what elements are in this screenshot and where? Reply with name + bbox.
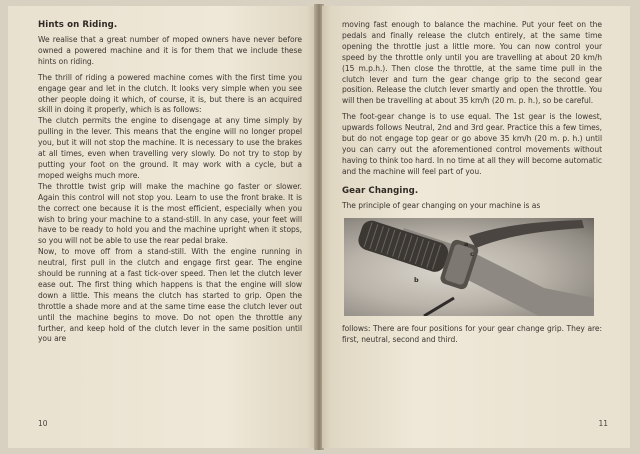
page-number-left: 10 [38, 419, 48, 428]
paragraph-2: The thrill of riding a powered machine comes with the first time you engage gear and let in the clutch. It looks very simple when you see other people doing it which, of course, it is, but there is an acquired skill in doing it properly, which is as follows: [38, 72, 302, 115]
left-page [8, 6, 316, 448]
gear-changing-intro: The principle of gear changing on your machine is as [342, 200, 541, 210]
paragraph-continued: moving fast enough to balance the machine. Put your feet on the pedals and finally release the clutch entirely, at the same time opening the throttle just a little more. You can now control your speed by the throttle only until you are travelling at about 20 km/h (15 m.p.h.). Then close the throttle, at the same time pull in the clutch lever and turn the gear change grip to the second gear position. Release the clutch lever smartly and open the throttle. You will then be travelling at about 35 km/h (20 m. p. h.), so be careful. [342, 20, 602, 106]
page-number-right: 11 [598, 419, 608, 428]
label-c: c [470, 249, 474, 258]
heading-gear-changing: Gear Changing. [342, 185, 419, 196]
right-page [322, 6, 630, 448]
paragraph-4: The throttle twist grip will make the machine go faster or slower. Again this control will not stop you. Learn to use the front brake. It is the correct one because it is the most efficient, especially when you wish to bring your machine to a stand-still. In any case, your feet will have to be ready to hold you and the machine upright when it stops, so you will not be able to use the rear pedal brake. [38, 181, 302, 246]
label-a: a [464, 239, 469, 248]
label-b: b [414, 275, 419, 284]
paragraph-3: The clutch permits the engine to disengage at any time simply by pulling in the lever. This means that the engine will no longer propel you, but it will not stop the machine. It is necessary to use the brakes at all times, even when travelling very slowly. Do not try to stop by putting your foot on the ground. It may work with a cycle, but a moped weighs much more. [38, 116, 302, 180]
paragraph-5: Now, to move off from a stand-still. With the engine running in neutral, first pull in the clutch and engage first gear. The engine should be running at a fast tick-over speed. Then let the clutch lever ease out. The first thing which happens is that the engine will slow down a little. This means the clutch has started to grip. Open the throttle a shade more and at the same time ease the clutch lever out until the machine begins to move. Do not open the throttle any further, and keep hold of the clutch lever in the same position until you are [38, 247, 302, 344]
paragraph-foot-gear: The foot-gear change is to use equal. The 1st gear is the lowest, upwards follows Neutral, 2nd and 3rd gear. Practice this a few times, but do not engage top gear or go above 35 km/h (20 m. p. h.) until you can carry out the aforementioned control movements without having to think too hard. In no time at all they will become automatic and the machine will feel part of you. [342, 112, 602, 176]
paragraph-1: We realise that a great number of moped owners have never before owned a powered machine and it is for them that we include these hints on riding. [38, 35, 302, 66]
handlebar-grip-illustration [344, 218, 594, 316]
heading-hints-on-riding: Hints on Riding. [38, 20, 118, 30]
gear-grip-photo [344, 218, 594, 316]
after-photo-text: follows: There are four positions for your gear change grip. They are: first, neutral, second and third. [342, 323, 602, 344]
